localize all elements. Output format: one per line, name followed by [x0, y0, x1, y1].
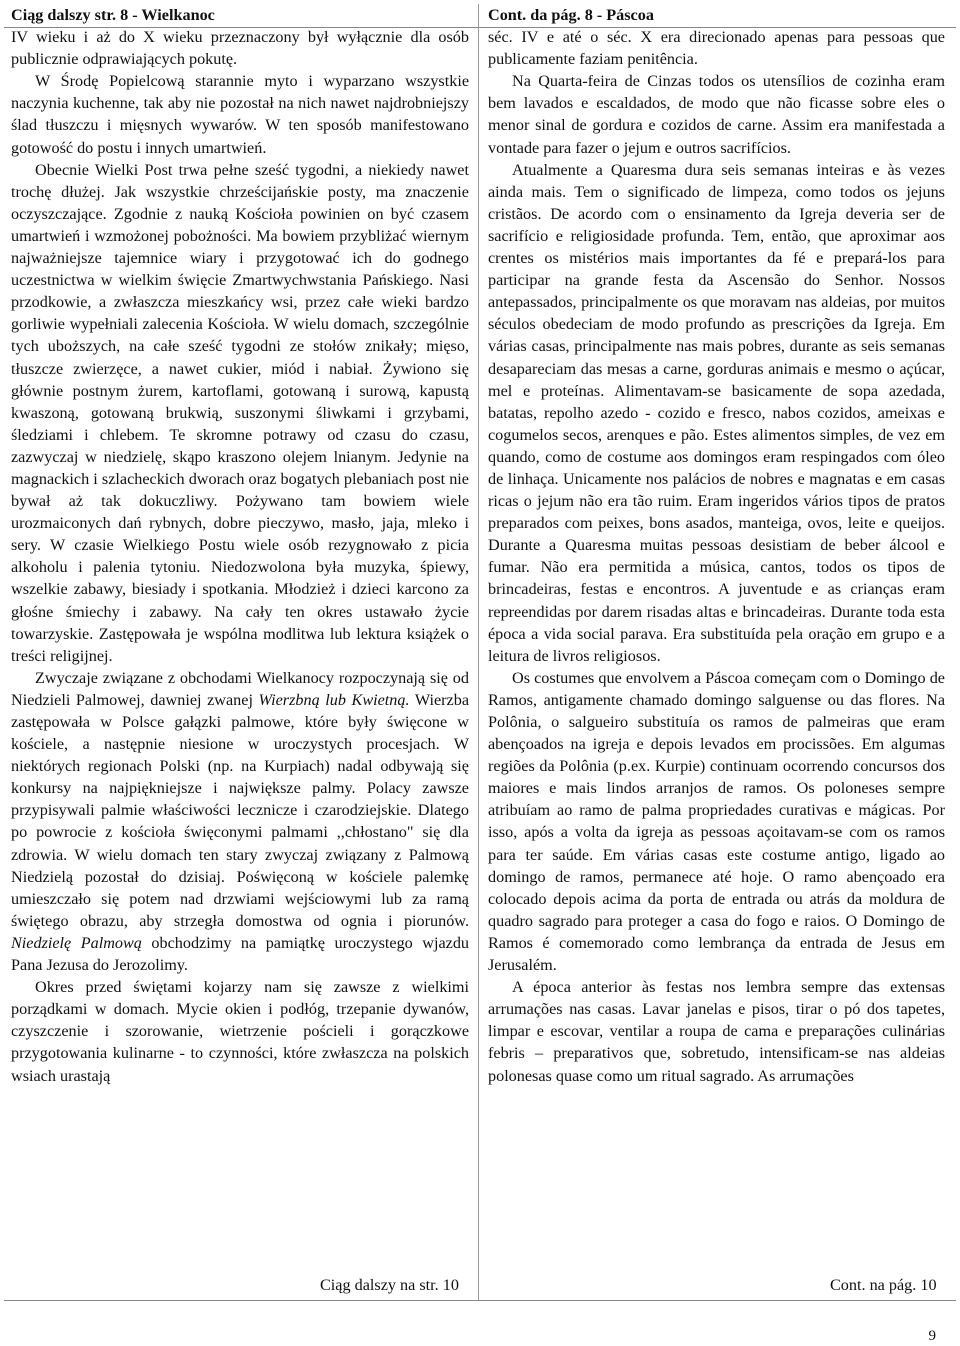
column-divider [478, 4, 479, 1300]
portuguese-continued-note: Cont. na pág. 10 [830, 1276, 937, 1294]
portuguese-paragraph-3: Atualmente a Quaresma dura seis semanas inteiras e às vezes ainda mais. Tem o significado de limpeza, como todos os jejuns cristãos. De acordo com o ensinamento da Igreja deveria ser de sacrifício e religiosidade profunda. Tem, então, que aproximar aos crentes os mistérios mais importantes da fé e prepará-los para participar na grande festa da Ascensão do Senhor. Nossos antepassados, principalmente os que moravam nas aldeias, por muitos séculos obedeciam de modo profundo as prescrições da Igreja. Em várias casas, principalmente nas mais pobres, durante as seis semanas desapareciam das mesas a carne, gorduras animais e mesmo o açúcar, mel e proteínas. Alimentavam-se basicamente de sopa azedada, batatas, repolho azedo - cozido e fresco, nabos cozidos, ameixas e cogumelos secos, arenques e pão. Estes alimentos simples, de vez em quando, como de costume aos domingos eram respingados com óleo de linhaça. Unicamente nos palácios de nobres e magnatas e em casas ricas o jejum não era tão ruim. Eram ingeridos vários tipos de pratos preparados com peixes, bons asados, manteiga, ovos, leite e queijos. Durante a Quaresma muitas pessoas desistiam de beber álcool e fumar. Não era permitida a música, cantos, todos os tipos de brincadeiras, festas e encontros. A juventude e as crianças eram repreendidas por darem risadas altas e brincadeiras. Durante toda esta época a vida social parava. Era substituída pela oração em grupo e a leitura de livros religiosos. [488, 160, 945, 665]
portuguese-paragraph-4: Os costumes que envolvem a Páscoa começam com o Domingo de Ramos, antigamente chamado domingo salguense ou das flores. Na Polônia, o salgueiro substituía os ramos de palmeiras que eram abençoados na igreja e depois levados em procissões. Em algumas regiões da Polônia (p.ex. Kurpie) continuam ocorrendo concursos dos maiores e mais lindos arranjos de ramos. Os poloneses sempre atribuíam ao ramo de palma propriedades curativas e mágicas. Por isso, após a volta da igreja as pessoas açoitavam-se com os ramos para ter saúde. Em várias casas este costume antigo, ligado ao domingo de ramos, permanece até hoje. O ramo abençoado era colocado depois acima da porta de entrada ou atrás da moldura de quadro sagrado para proteger a casa do fogo e raios. O Domingo de Ramos é comemorado como lembrança da entrada de Jesus em Jerusalém. [488, 668, 945, 975]
polish-paragraph-5: Okres przed świętami kojarzy nam się zawsze z wielkimi porządkami w domach. Mycie okien i podłóg, trzepanie dywanów, czyszczenie i szorowanie, wietrzenie pościeli i gorączkowe przygotowania kulinarne - to czynności, które zwłaszcza na polskich wsiach urastają [11, 978, 469, 1085]
polish-p4-text-a: Zwyczaje związane z obchodami Wielkanocy rozpoczynają się od Niedzieli Palmowej, dawniej zwanej [11, 668, 469, 709]
polish-paragraph-3: Obecnie Wielki Post trwa pełne sześć tygodni, a niekiedy nawet trochę dłużej. Jak wszystkie chrześcijańskie posty, ma znaczenie oczyszczające. Zgodnie z nauką Kościoła powinien on być czasem umartwień i wzmożonej pobożności. Ma bowiem przybliżać wiernym najważniejsze tajemnice wiary i przygotować ich do godnego uczestnictwa w wielkim święcie Zmartwychwstania Pańskiego. Nasi przodkowie, a zwłaszcza mieszkańcy wsi, przez całe wieki bardzo gorliwie wypełniali zalecenia Kościoła. W wielu domach, szczególnie tych uboższych, na całe sześć tygodni ze stołów znikały; mięso, tłuszcze zwierzęce, a nawet cukier, miód i nabiał. Żywiono się głównie postnym żurem, kartoflami, gotowaną i surową, kapustą kwaszoną, gotowaną brukwią, suszonymi śliwkami i grzybami, śledziami i chlebem. Te skromne potrawy od czasu do czasu, zazwyczaj w niedzielę, skąpo kraszono olejem lnianym. Jedynie na magnackich i szlacheckich dworach oraz bogatych plebaniach post nie bywał aż tak dokuczliwy. Pożywano tam bowiem wiele urozmaiconych dań rybnych, dobre pieczywo, masło, jaja, mleko i sery. W czasie Wielkiego Postu wiele osób rezygnowało z picia alkoholu i palenia tytoniu. Niedozwolona była muzyka, śpiewy, wszelkie zabawy, biesiady i spotkania. Młodzież i dzieci karcono za głośne śmiechy i zabawy. Na cały ten okres ustawało życie towarzyskie. Zastępowała je wspólna modlitwa lub lektura książek o treści religijnej. [11, 160, 469, 665]
polish-continued-note: Ciąg dalszy na str. 10 [320, 1276, 459, 1294]
polish-p4-text-c: obchodzimy na pamiątkę uroczystego wjazdu Pana Jezusa do Jerozolimy. [11, 933, 470, 975]
polish-p4-italic-b: Niedzielę Palmową [11, 933, 142, 952]
footer-rule [4, 1300, 956, 1301]
polish-paragraph-4 [11, 667, 469, 976]
portuguese-paragraph-2: Na Quarta-feira de Cinzas todos os utensílios de cozinha eram bem lavados e escaldados, de modo que não ficasse sobre eles o menor sinal de gordura e cozidos de carne. Assim era manifestada a vontade para fazer o jejum e outros sacrifícios. [488, 72, 945, 157]
polish-column [11, 4, 469, 1087]
polish-paragraph-1: IV wieku i aż do X wieku przeznaczony był wyłącznie dla osób publicznie odprawiających pokutę. [11, 28, 469, 69]
portuguese-paragraph-1: séc. IV e até o séc. X era direcionado apenas para pessoas que publicamente faziam penitência. [488, 28, 945, 69]
page-number: 9 [928, 1328, 936, 1344]
polish-p4-italic-a: Wierzbną lub Kwietną. [258, 690, 410, 709]
portuguese-paragraph-5: A época anterior às festas nos lembra sempre das extensas arrumações nas casas. Lavar janelas e pisos, tirar o pó dos tapetes, limpar e escovar, ventilar a roupa de cama e preparações culinárias febris – preparativos que, sobretudo, intensificam-se nas aldeias polonesas quase como um ritual sagrado. As arrumações [488, 978, 945, 1085]
polish-column-header: Ciąg dalszy str. 8 - Wielkanoc [11, 6, 215, 24]
polish-p4-text-b: Wierzba zastępowała w Polsce gałązki palmowe, które były święcone w kościele, a następnie niesione w uroczystych procesjach. W niektórych regionach Polski (np. na Kurpiach) nadal odbywają się konkursy na najpiękniejsze i największe palmy. Polacy zawsze przypisywali palmie właściwości lecznicze i czarodziejskie. Dlatego po powrocie z kościoła święconymi palmami ,,chłostano" się dla zdrowia. W wielu domach ten stary zwyczaj związany z Palmową Niedzielą pozostał do dzisiaj. Poświęconą w kościele palemkę umieszczało się potem nad drzwiami wejściowymi lub za ramą świętego obrazu, aby strzegła domostwa od ognia i piorunów. [11, 690, 470, 930]
portuguese-column-header: Cont. da pág. 8 - Páscoa [488, 6, 654, 24]
portuguese-column [488, 4, 945, 1087]
polish-paragraph-2: W Środę Popielcową starannie myto i wyparzano wszystkie naczynia kuchenne, tak aby nie pozostał na nich nawet najdrobniejszy ślad tłuszczu i mięsnych wywarów. W ten sposób manifestowano gotowość do postu i innych umartwień. [11, 72, 469, 157]
